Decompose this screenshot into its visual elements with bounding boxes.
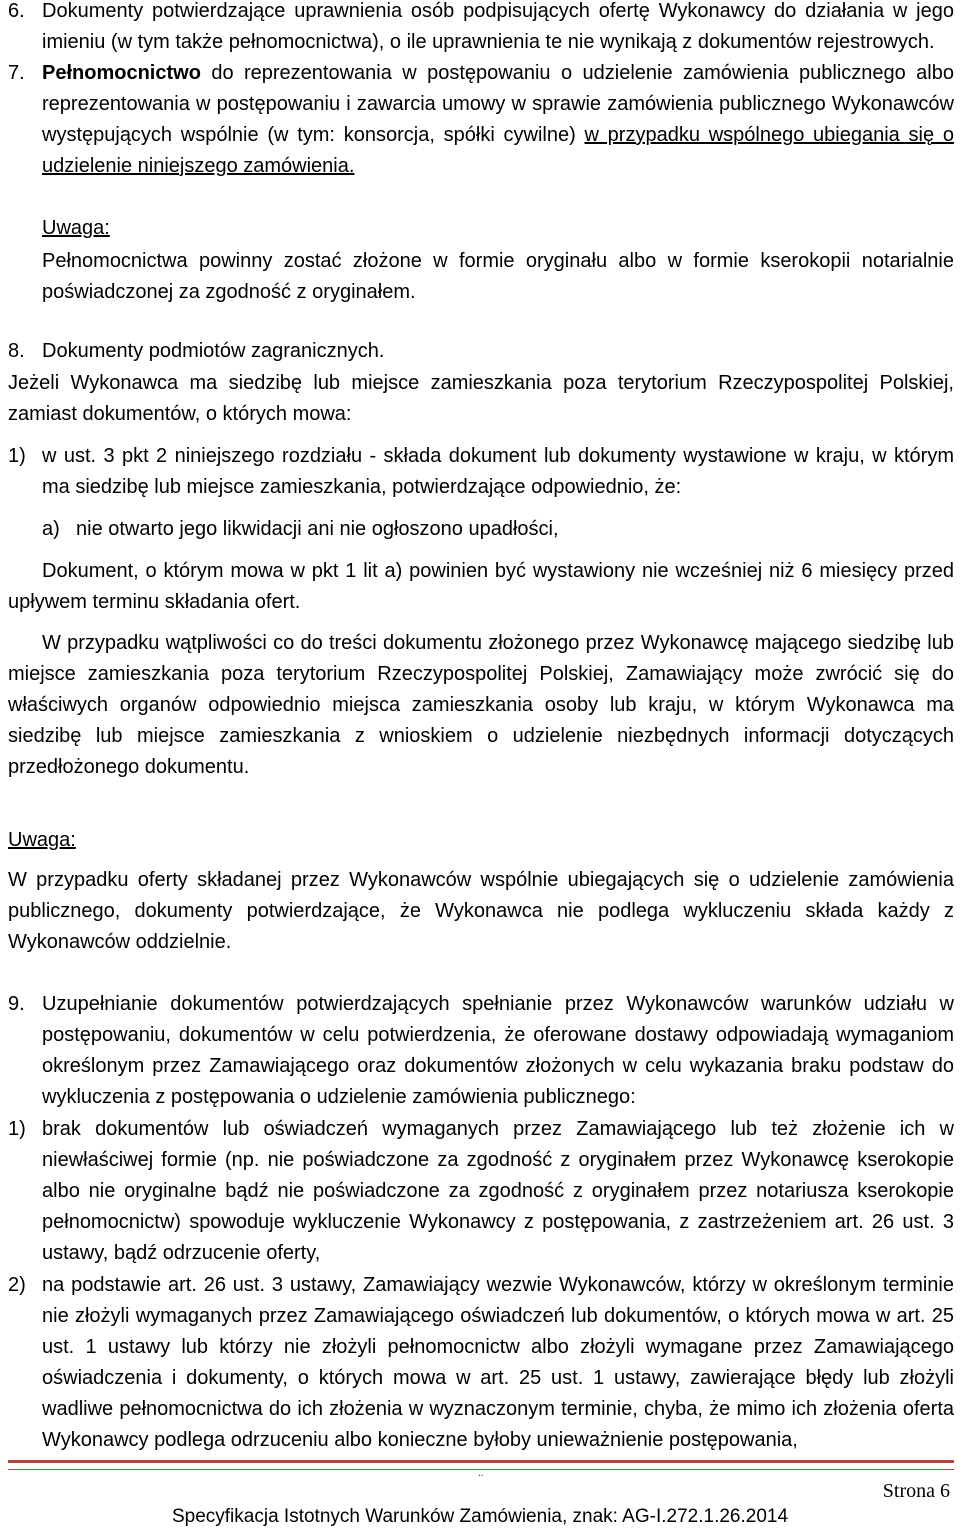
- item-6-number: 6.: [8, 0, 25, 22]
- item-7-bold: Pełnomocnictwo: [42, 62, 201, 84]
- item-8-sub1: w ust. 3 pkt 2 niniejszego rozdziału - składa dokument lub dokumenty wystawione w kraju, w którym ma siedzibę lub miejsce zamieszkania, potwierdzające odpowiednio, że:: [42, 445, 954, 498]
- item-9-sub1-number: 1): [8, 1118, 26, 1140]
- note-2-label: Uwaga:: [8, 829, 76, 851]
- item-7-text: [42, 58, 954, 182]
- item-8-deadline: Dokument, o którym mowa w pkt 1 lit a) powinien być wystawiony nie wcześniej niż 6 miesięcy przed upływem terminu składania ofert.: [8, 560, 954, 613]
- item-8-doubt: W przypadku wątpliwości co do treści dokumentu złożonego przez Wykonawcę mającego siedzibę lub miejsce zamieszkania poza terytorium Rzeczypospolitej Polskiej, Zamawiający może zwrócić się do właściwych organów odpowiednio miejsca zamieszkania osoby lub kraju, w którym Wykonawca ma siedzibę lub miejsce zamieszkania z wnioskiem o udzielenie niezbędnych informacji dotyczących przedłożonego dokumentu.: [8, 632, 954, 778]
- footer-title: Specyfikacja Istotnych Warunków Zamówienia, znak: AG-I.272.1.26.2014: [171, 1506, 789, 1527]
- note-2-text: W przypadku oferty składanej przez Wykonawców wspólnie ubiegających się o udzielenie zamówienia publicznego, dokumenty potwierdzające, że Wykonawca nie podlega wykluczeniu składa każdy z Wykonawców oddzielnie.: [8, 869, 954, 953]
- item-9-text: Uzupełnianie dokumentów potwierdzających spełnianie przez Wykonawców warunków udziału w postępowaniu, dokumentów w celu potwierdzenia, że oferowane dostawy odpowiadają wymaganiom określonym przez Zamawiającego oraz dokumentów złożonych w celu wykazania braku podstaw do wykluczenia z postępowania o udzielenie zamówienia publicznego:: [42, 993, 954, 1108]
- item-9-number: 9.: [8, 993, 25, 1015]
- item-8-suba-number: a): [42, 518, 60, 540]
- item-8-suba: nie otwarto jego likwidacji ani nie ogłoszono upadłości,: [76, 518, 559, 540]
- item-8-sub1-number: 1): [8, 445, 26, 467]
- item-6-text: Dokumenty potwierdzające uprawnienia osób podpisujących ofertę Wykonawcy do działania w jego imieniu (w tym także pełnomocnictwa), o ile uprawnienia te nie wynikają z dokumentów rejestrowych.: [42, 0, 954, 53]
- item-7-number: 7.: [8, 62, 25, 84]
- item-9-sub2-number: 2): [8, 1274, 26, 1296]
- item-7-body: do reprezentowania w postępowaniu o udzielenie zamówienia publicznego albo reprezentowania w postępowaniu i zawarcia umowy w sprawie zamówienia publicznego Wykonawców występujących wspólnie (w tym: konsorcja, spółki cywilne): [42, 62, 954, 146]
- item-8-intro: Jeżeli Wykonawca ma siedzibę lub miejsce zamieszkania poza terytorium Rzeczypospolitej Polskiej, zamiast dokumentów, o których mowa:: [8, 372, 954, 425]
- item-7-note-text: Pełnomocnictwa powinny zostać złożone w formie oryginału albo w formie kserokopii notarialnie poświadczonej za zgodność z oryginałem.: [42, 250, 954, 303]
- item-7-note-label: Uwaga:: [42, 217, 110, 239]
- item-9-sub2: na podstawie art. 26 ust. 3 ustawy, Zamawiający wezwie Wykonawców, którzy w określonym terminie nie złożyli wymaganych przez Zamawiającego oświadczeń lub dokumentów, o których mowa w art. 25 ust. 1 ustawy lub którzy nie złożyli pełnomocnictw albo złożyli wymagane przez Zamawiającego oświadczenia i dokumenty, o których mowa w art. 25 ust. 1 ustawy, zawierające błędy lub złożyli wadliwe pełnomocnictwa do ich złożenia w wyznaczonym terminie, chyba, że mimo ich złożenia oferta Wykonawcy podlega odrzuceniu albo konieczne byłoby unieważnienie postępowania,: [42, 1274, 954, 1451]
- item-8-number: 8.: [8, 340, 25, 362]
- item-7-underlined: w przypadku wspólnego ubiegania się o udzielenie niniejszego zamówienia.: [42, 124, 954, 177]
- footer-dots: ..: [478, 1468, 484, 1479]
- page-number: Strona 6: [882, 1480, 950, 1502]
- item-9-sub1: brak dokumentów lub oświadczeń wymaganych przez Zamawiającego lub też złożenie ich w niewłaściwej formie (np. nie poświadczone za zgodność z oryginałem przez Wykonawcę kserokopie albo nie oryginalne bądź nie poświadczone za zgodność z oryginałem przez notariusza kserokopie pełnomocnictw) spowoduje wykluczenie Wykonawcy z postępowania, z zastrzeżeniem art. 26 ust. 3 ustawy, bądź odrzucenie oferty,: [42, 1118, 954, 1264]
- item-8-title: Dokumenty podmiotów zagranicznych.: [42, 340, 385, 362]
